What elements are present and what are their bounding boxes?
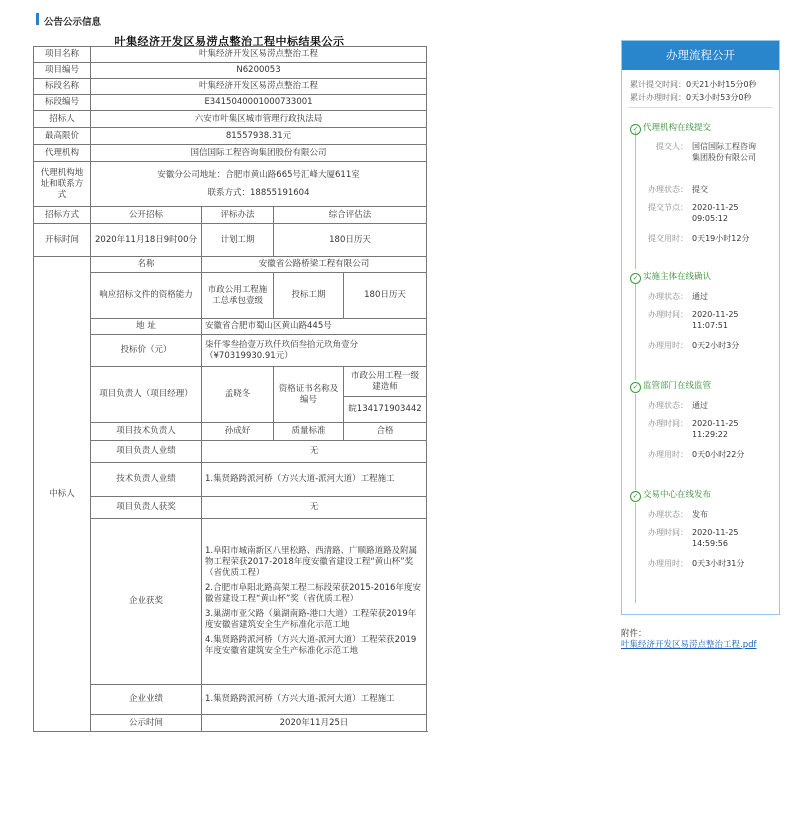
qual-value: 市政公用工程施工总承包壹级	[202, 273, 274, 319]
price-num: （¥70319930.91元）	[205, 350, 293, 361]
check-circle-icon: ✓	[630, 273, 641, 284]
table-row	[34, 63, 427, 79]
step-title: ✓ 代理机构在线提交	[630, 121, 711, 135]
pub-time-value: 2020年11月25日	[202, 715, 427, 732]
section-no-label: 标段编号	[34, 95, 91, 111]
pm-award-value: 无	[202, 497, 427, 519]
step-node: 提交节点： 2020-11-25 09:05:12	[648, 203, 739, 223]
tech-perf-label: 技术负责人业绩	[91, 463, 202, 497]
table-row	[34, 224, 427, 257]
pm-perf-label: 项目负责人业绩	[91, 441, 202, 463]
price-value	[202, 335, 427, 367]
tech-perf-value: 1.集贤路跨派河桥（方兴大道-派河大道）工程施工	[202, 463, 427, 497]
address-value: 安徽省合肥市蜀山区黄山路445号	[202, 319, 427, 335]
agent-value: 国信国际工程咨询集团股份有限公司	[91, 145, 427, 162]
table-row	[34, 79, 427, 95]
project-name-value: 叶集经济开发区易涝点整治工程	[91, 47, 427, 63]
bid-period-label: 投标工期	[274, 273, 344, 319]
step-status: 办理状态： 通过	[648, 292, 708, 301]
project-no-label: 项目编号	[34, 63, 91, 79]
check-circle-icon: ✓	[630, 124, 641, 135]
name-label: 名称	[91, 257, 202, 273]
table-row	[34, 257, 427, 273]
agent-address: 安徽分公司地址：合肥市黄山路665号汇峰大厦611室	[157, 169, 360, 180]
price-cn: 柒仟零叁拾壹万玖仟玖佰叁拾元玖角壹分	[205, 339, 359, 350]
result-table	[33, 46, 427, 732]
step-title: ✓ 交易中心在线发布	[630, 488, 711, 502]
table-row	[34, 497, 427, 519]
bid-period-value: 180日历天	[344, 273, 427, 319]
quality-label: 质量标准	[274, 423, 344, 441]
agent-contact: 联系方式：18855191604	[207, 187, 310, 198]
project-name-label: 项目名称	[34, 47, 91, 63]
table-row	[34, 685, 427, 715]
pm-perf-value: 无	[202, 441, 427, 463]
cert-label: 资格证书名称及编号	[274, 367, 344, 423]
table-row	[34, 463, 427, 497]
period-label: 计划工期	[202, 224, 274, 257]
step-status: 办理状态： 通过	[648, 401, 708, 410]
cert-no: 皖134171903442	[344, 397, 427, 423]
table-row	[34, 319, 427, 335]
table-row	[34, 519, 427, 685]
table-row	[34, 47, 427, 63]
step-used: 办理用时： 0天2小时3分	[648, 341, 740, 350]
section-no-value: E3415040001000733001	[91, 95, 427, 111]
table-row	[34, 128, 427, 145]
step-time: 办理时间： 2020-11-25 11:29:22	[648, 419, 739, 439]
step-status: 办理状态： 提交	[648, 185, 708, 194]
winner-label: 中标人	[34, 257, 91, 732]
step-status: 办理状态： 发布	[648, 510, 708, 519]
corp-award-item: 2.合肥市阜阳北路高架工程二标段荣获2015-2016年度安徽省建设工程“黄山杯”奖（省优质工程）	[205, 583, 421, 604]
max-price-label: 最高限价	[34, 128, 91, 145]
tech-value: 孙成好	[202, 423, 274, 441]
divider	[628, 107, 773, 108]
table-row	[34, 367, 427, 397]
corp-award-value	[202, 519, 427, 685]
total-handle-time: 累计办理时间：0天3小时53分0秒	[630, 93, 752, 102]
name-value: 安徽省公路桥梁工程有限公司	[202, 257, 427, 273]
step-title: ✓ 实施主体在线确认	[630, 270, 711, 284]
corp-award-item: 3.巢湖市亚父路（巢湖南路-港口大道）工程荣获2019年度安徽省建筑安全生产标准化示范工地	[205, 609, 417, 630]
table-row	[34, 111, 427, 128]
tenderer-label: 招标人	[34, 111, 91, 128]
panel-title: 办理流程公开	[622, 41, 779, 70]
step-time: 办理时间： 2020-11-25 14:59:56	[648, 528, 739, 548]
table-row	[34, 145, 427, 162]
agent-addr-label: 代理机构地址和联系方式	[34, 162, 91, 207]
eval-label: 评标办法	[202, 207, 274, 224]
attachment-label: 附件：	[621, 629, 647, 639]
attachment-link[interactable]: 叶集经济开发区易涝点整治工程.pdf	[621, 640, 757, 650]
total-submit-time: 累计提交时间：0天21小时15分0秒	[630, 80, 757, 89]
method-value: 公开招标	[91, 207, 202, 224]
step-title: ✓ 监管部门在线监管	[630, 379, 711, 393]
agent-addr-value	[91, 162, 427, 207]
project-no-value: N6200053	[91, 63, 427, 79]
address-label: 地 址	[91, 319, 202, 335]
section-name-label: 标段名称	[34, 79, 91, 95]
pm-label: 项目负责人（项目经理）	[91, 367, 202, 423]
table-row	[34, 715, 427, 732]
step-time: 办理时间： 2020-11-25 11:07:51	[648, 310, 739, 330]
table-row	[34, 423, 427, 441]
table-row	[34, 441, 427, 463]
tech-label: 项目技术负责人	[91, 423, 202, 441]
corp-perf-value: 1.集贤路跨派河桥（方兴大道-派河大道）工程施工	[202, 685, 427, 715]
period-value: 180日历天	[274, 224, 427, 257]
corp-award-item: 1.阜阳市城南新区八里松路、西清路、广顺路道路及附属物工程荣获2017-2018年度安徽省建设工程“黄山杯”奖（省优质工程）	[205, 546, 418, 578]
step-submitter: 提交人： 国信国际工程咨询集团股份有限公司	[656, 142, 756, 162]
process-panel	[621, 40, 780, 615]
step-used: 办理用时： 0天3小时31分	[648, 559, 745, 568]
check-circle-icon: ✓	[630, 382, 641, 393]
quality-value: 合格	[344, 423, 427, 441]
document-title: 叶集经济开发区易涝点整治工程中标结果公示	[114, 35, 345, 48]
section-title: 公告公示信息	[44, 17, 102, 28]
pub-time-label: 公示时间	[91, 715, 202, 732]
table-row	[34, 95, 427, 111]
open-time-value: 2020年11月18日9时00分	[91, 224, 202, 257]
table-row	[34, 335, 427, 367]
pm-award-label: 项目负责人获奖	[91, 497, 202, 519]
check-circle-icon: ✓	[630, 491, 641, 502]
price-label: 投标价（元）	[91, 335, 202, 367]
cert-name: 市政公用工程一级建造师	[344, 367, 427, 397]
table-row	[34, 162, 427, 207]
method-label: 招标方式	[34, 207, 91, 224]
step-used: 办理用时： 0天0小时22分	[648, 450, 745, 459]
qual-label: 响应招标文件的资格能力	[91, 273, 202, 319]
open-time-label: 开标时间	[34, 224, 91, 257]
section-name-value: 叶集经济开发区易涝点整治工程	[91, 79, 427, 95]
table-row	[34, 273, 427, 319]
eval-value: 综合评估法	[274, 207, 427, 224]
pm-value: 孟晓冬	[202, 367, 274, 423]
corp-award-item: 4.集贤路跨派河桥（方兴大道-派河大道）工程荣获2019年度安徽省建筑安全生产标准化示范工地	[205, 635, 417, 656]
tenderer-value: 六安市叶集区城市管理行政执法局	[91, 111, 427, 128]
table-row	[34, 207, 427, 224]
corp-perf-label: 企业业绩	[91, 685, 202, 715]
max-price-value: 81557938.31元	[91, 128, 427, 145]
step-used: 提交用时： 0天19小时12分	[648, 234, 750, 243]
agent-label: 代理机构	[34, 145, 91, 162]
corp-award-label: 企业获奖	[91, 519, 202, 685]
